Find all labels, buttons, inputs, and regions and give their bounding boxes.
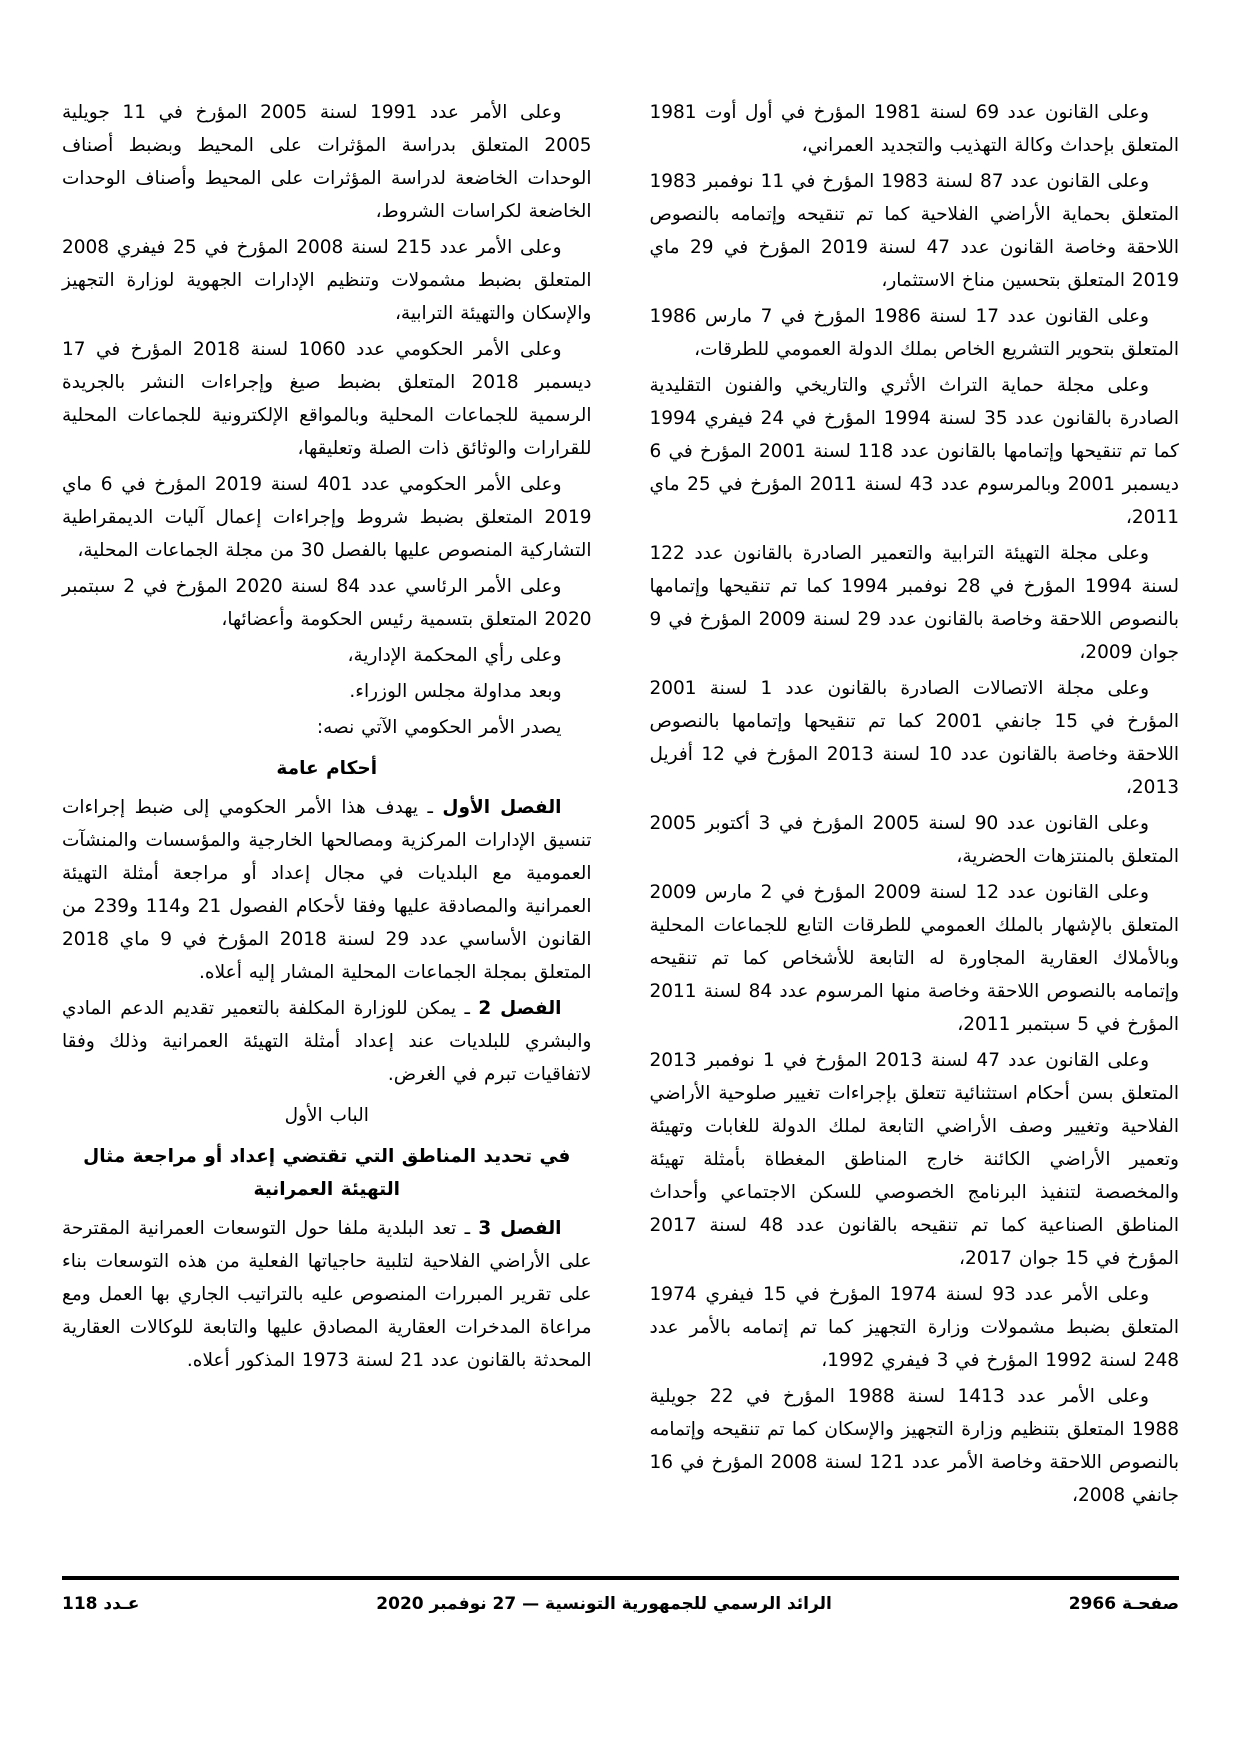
page-footer <box>62 1576 1179 1614</box>
paragraph: وعلى القانون عدد 87 لسنة 1983 المؤرخ في 11 نوفمبر 1983 المتعلق بحماية الأراضي الفلاحية كما تم تنقيحه وإتمامه بالنصوص اللاحقة وخاصة القانون عدد 47 لسنة 2019 المؤرخ في 29 ماي 2019 المتعلق بتحسين مناخ الاستثمار، <box>649 171 1179 291</box>
footer-row <box>62 1594 1179 1614</box>
paragraph: وعلى الأمر عدد 93 لسنة 1974 المؤرخ في 15 فيفري 1974 المتعلق بضبط مشمولات وزارة التجهيز كما تم إتمامه بالأمر عدد 248 لسنة 1992 المؤرخ في 3 فيفري 1992، <box>649 1284 1179 1371</box>
paragraph: وعلى الأمر عدد 1991 لسنة 2005 المؤرخ في 11 جويلية 2005 المتعلق بدراسة المؤثرات على المحيط وبضبط أصناف الوحدات الخاضعة لدراسة المؤثرات على المحيط وأصناف الوحدات الخاضعة لكراسات الشروط، <box>62 102 592 222</box>
paragraph: وعلى الأمر عدد 1413 لسنة 1988 المؤرخ في 22 جويلية 1988 المتعلق بتنظيم وزارة التجهيز والإسكان كما تم تنقيحه وإتمامه بالنصوص اللاحقة وخاصة الأمر عدد 121 لسنة 2008 المؤرخ في 16 جانفي 2008، <box>649 1386 1179 1506</box>
paragraph: وعلى الأمر عدد 215 لسنة 2008 المؤرخ في 25 فيفري 2008 المتعلق بضبط مشمولات وتنظيم الإدارات الجهوية لوزارة التجهيز والإسكان والتهيئة الترابية، <box>62 237 592 324</box>
paragraph: وعلى القانون عدد 90 لسنة 2005 المؤرخ في 3 أكتوبر 2005 المتعلق بالمنتزهات الحضرية، <box>649 813 1179 867</box>
section-heading: في تحديد المناطق التي تقتضي إعداد أو مراجعة مثال التهيئة العمرانية <box>83 1146 571 1200</box>
paragraph: وعلى القانون عدد 47 لسنة 2013 المؤرخ في 1 نوفمبر 2013 المتعلق بسن أحكام استثنائية تتعلق بإجراءات تغيير صلوحية الأراضي الفلاحية وتغيير وصف الأراضي التابعة لملك الدولة للغابات وتهيئة وتعمير الأراضي الكائنة خارج المناطق المغطاة بأمثلة تهيئة والمخصصة لتنفيذ البرنامج الخصوصي للسكن الاجتماعي وأحداث المناطق الصناعية كما تم تنقيحه بالقانون عدد 48 لسنة 2017 المؤرخ في 15 جوان 2017، <box>649 1050 1179 1269</box>
paragraph: وعلى الأمر الحكومي عدد 401 لسنة 2019 المؤرخ في 6 ماي 2019 المتعلق بضبط شروط وإجراءات إعمال آليات الديمقراطية التشاركية المنصوص عليها بالفصل 30 من مجلة الجماعات المحلية، <box>62 474 592 561</box>
paragraph: وعلى مجلة حماية التراث الأثري والتاريخي والفنون التقليدية الصادرة بالقانون عدد 35 لسنة 1994 المؤرخ في 24 فيفري 1994 كما تم تنقيحها وإتمامها بالقانون عدد 118 لسنة 2001 المؤرخ في 6 ديسمبر 2001 وبالمرسوم عدد 43 لسنة 2011 المؤرخ في 25 ماي 2011، <box>649 375 1180 528</box>
column-left <box>62 96 592 1380</box>
paragraph: وعلى القانون عدد 69 لسنة 1981 المؤرخ في أول أوت 1981 المتعلق بإحداث وكالة التهذيب والتجديد العمراني، <box>649 102 1179 156</box>
two-column-text-block <box>62 96 1179 1515</box>
paragraph: الفصل الأول ـ يهدف هذا الأمر الحكومي إلى ضبط إجراءات تنسيق الإدارات المركزية ومصالحها الخارجية والمؤسسات والمنشآت العمومية مع البلديات في مجال إعداد أو مراجعة أمثلة التهيئة العمرانية والمصادقة عليها وفقا لأحكام الفصول 21 و114 و239 من القانون الأساسي عدد 29 لسنة 2018 المؤرخ في 9 ماي 2018 المتعلق بمجلة الجماعات المحلية المشار إليه أعلاه. <box>62 797 592 983</box>
paragraph: وبعد مداولة مجلس الوزراء. <box>349 681 562 702</box>
paragraph: الفصل 2 ـ يمكن للوزارة المكلفة بالتعمير تقديم الدعم المادي والبشري للبلديات عند إعداد أمثلة التهيئة العمرانية وذلك وفقا لاتفاقيات تبرم في الغرض. <box>62 998 592 1085</box>
paragraph: وعلى الأمر الحكومي عدد 1060 لسنة 2018 المؤرخ في 17 ديسمبر 2018 المتعلق بضبط صيغ وإجراءات النشر بالجريدة الرسمية للجماعات المحلية وبالمواقع الإلكترونية للجماعات المحلية للقرارات والوثائق ذات الصلة وتعليقها، <box>62 339 592 459</box>
paragraph: وعلى الأمر الرئاسي عدد 84 لسنة 2020 المؤرخ في 2 سبتمبر 2020 المتعلق بتسمية رئيس الحكومة وأعضائها، <box>62 576 592 630</box>
footer-rule <box>62 1576 1179 1580</box>
article-label: الفصل 3 <box>478 1218 562 1239</box>
paragraph: وعلى القانون عدد 12 لسنة 2009 المؤرخ في 2 مارس 2009 المتعلق بالإشهار بالملك العمومي للطرقات التابع للجماعات المحلية وبالأملاك العقارية المجاورة له التابعة للأشخاص كما تم تنقيحه وإتمامه بالنصوص اللاحقة وخاصة منها المرسوم عدد 84 لسنة 2011 المؤرخ في 5 سبتمبر 2011، <box>649 882 1180 1035</box>
footer-issue-number: عـدد 118 <box>62 1594 140 1614</box>
article-label: الفصل الأول <box>442 797 562 818</box>
article-label: الفصل 2 <box>478 998 562 1019</box>
paragraph: وعلى القانون عدد 17 لسنة 1986 المؤرخ في 7 مارس 1986 المتعلق بتحوير التشريع الخاص بملك الدولة العمومي للطرقات، <box>649 306 1179 360</box>
footer-page-number: صفحـة 2966 <box>1068 1594 1179 1614</box>
paragraph: وعلى رأي المحكمة الإدارية، <box>347 645 562 666</box>
chapter-title: الباب الأول <box>284 1105 369 1126</box>
paragraph: يصدر الأمر الحكومي الآتي نصه: <box>316 717 562 738</box>
paragraph: وعلى مجلة الاتصالات الصادرة بالقانون عدد 1 لسنة 2001 المؤرخ في 15 جانفي 2001 كما تم تنقيحها وإتمامها بالنصوص اللاحقة وخاصة بالقانون عدد 10 لسنة 2013 المؤرخ في 12 أفريل 2013، <box>649 678 1180 798</box>
paragraph: وعلى مجلة التهيئة الترابية والتعمير الصادرة بالقانون عدد 122 لسنة 1994 المؤرخ في 28 نوفمبر 1994 كما تم تنقيحها وإتمامها بالنصوص اللاحقة وخاصة بالقانون عدد 29 لسنة 2009 المؤرخ في 9 جوان 2009، <box>649 543 1180 663</box>
footer-journal-title: الرائد الرسمي للجمهورية التونسية — 27 نوفمبر 2020 <box>376 1594 832 1614</box>
column-right <box>650 96 1180 1515</box>
paragraph: الفصل 3 ـ تعد البلدية ملفا حول التوسعات العمرانية المقترحة على الأراضي الفلاحية لتلبية حاجياتها الفعلية من هذه التوسعات بناء على تقرير المبررات المنصوص عليه بالتراتيب الجاري بها العمل ومع مراعاة المدخرات العقارية المصادق عليها والتابعة للوكالات العقارية المحدثة بالقانون عدد 21 لسنة 1973 المذكور أعلاه. <box>62 1218 592 1371</box>
section-heading: أحكام عامة <box>276 758 378 779</box>
